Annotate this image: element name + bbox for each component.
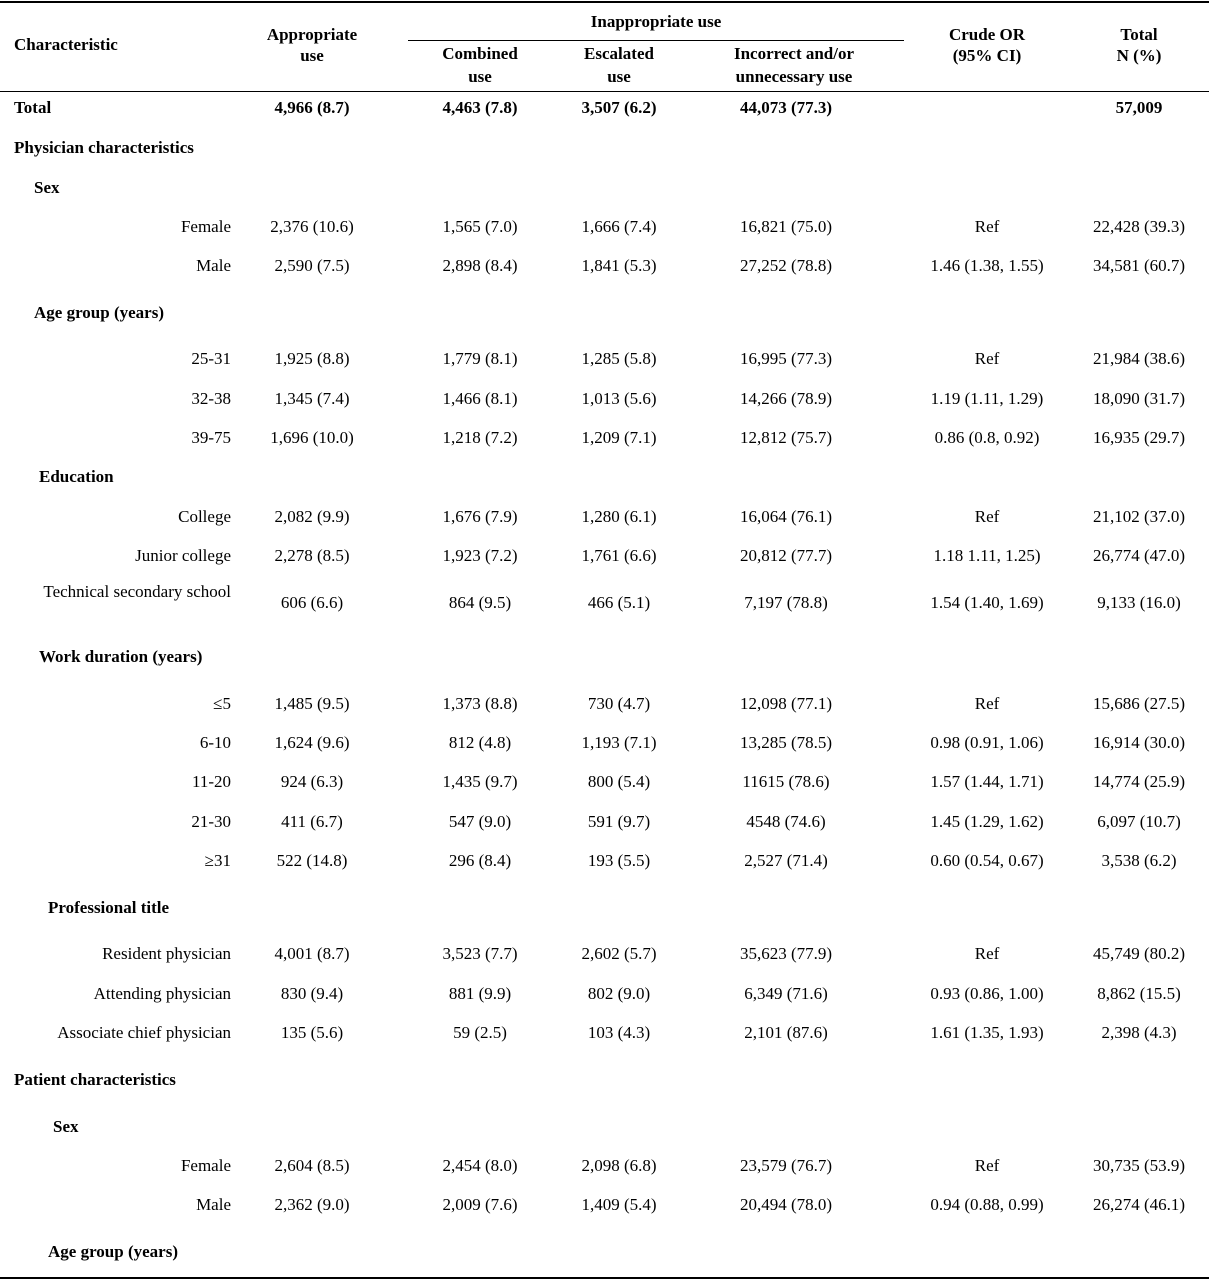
header-incorrect-line2: unnecessary use	[735, 67, 853, 86]
table-cell: 466 (5.1)	[587, 593, 651, 612]
table-cell: 1.46 (1.38, 1.55)	[930, 256, 1044, 275]
table-cell: 2,082 (9.9)	[274, 507, 350, 526]
table-cell: 4,001 (8.7)	[274, 944, 350, 963]
table-cell: 22,428 (39.3)	[1092, 217, 1186, 236]
group-heading: Education	[39, 467, 114, 486]
table-cell: 1,218 (7.2)	[442, 428, 518, 447]
table-cell: 135 (5.6)	[280, 1023, 344, 1042]
table-cell: 193 (5.5)	[587, 851, 651, 870]
inappropriate-group-rule	[408, 40, 904, 41]
table-cell: 1,485 (9.5)	[274, 694, 350, 713]
table-cell: 26,274 (46.1)	[1092, 1195, 1186, 1214]
table-cell: 2,098 (6.8)	[581, 1156, 657, 1175]
table-cell: Ref	[974, 349, 1000, 368]
table-cell: 800 (5.4)	[587, 772, 651, 791]
table-cell: 57,009	[1115, 98, 1163, 117]
table-cell: 1.57 (1.44, 1.71)	[930, 772, 1044, 791]
row-label: Female	[180, 217, 231, 236]
table-cell: 1.45 (1.29, 1.62)	[930, 812, 1044, 831]
table-cell: 3,538 (6.2)	[1101, 851, 1177, 870]
row-label: Male	[196, 256, 231, 275]
table-cell: 1,696 (10.0)	[270, 428, 354, 447]
row-label: 21-30	[191, 812, 231, 831]
table-cell: 1,779 (8.1)	[442, 349, 518, 368]
table-cell: 20,494 (78.0)	[739, 1195, 833, 1214]
group-heading: Professional title	[48, 898, 170, 917]
table-cell: 2,602 (5.7)	[581, 944, 657, 963]
table-cell: 2,101 (87.6)	[744, 1023, 828, 1042]
table-cell: 14,774 (25.9)	[1092, 772, 1186, 791]
group-heading: Age group (years)	[34, 303, 164, 322]
table-cell: 11615 (78.6)	[742, 772, 830, 791]
table-cell: 13,285 (78.5)	[739, 733, 833, 752]
table-cell: 1.19 (1.11, 1.29)	[930, 389, 1044, 408]
header-inappropriate: Inappropriate use	[590, 12, 722, 31]
table-cell: 27,252 (78.8)	[739, 256, 833, 275]
table-cell: 411 (6.7)	[281, 812, 343, 831]
row-label: Resident physician	[102, 944, 231, 963]
table-cell: 0.94 (0.88, 0.99)	[930, 1195, 1044, 1214]
table-cell: 34,581 (60.7)	[1092, 256, 1186, 275]
table-cell: 1.18 1.11, 1.25)	[933, 546, 1041, 565]
table-cell: 2,590 (7.5)	[274, 256, 350, 275]
table-cell: 1,624 (9.6)	[274, 733, 350, 752]
row-label: Total	[14, 98, 52, 117]
table-cell: 1,435 (9.7)	[442, 772, 518, 791]
row-label: 32-38	[191, 389, 231, 408]
header-appropriate-line2: use	[300, 46, 324, 65]
table-cell: 1,285 (5.8)	[581, 349, 657, 368]
row-label: 11-20	[191, 772, 231, 791]
table-cell: 547 (9.0)	[448, 812, 512, 831]
table-cell: 21,984 (38.6)	[1092, 349, 1186, 368]
table-cell: 30,735 (53.9)	[1092, 1156, 1186, 1175]
table-cell: 26,774 (47.0)	[1092, 546, 1186, 565]
table-cell: 14,266 (78.9)	[739, 389, 833, 408]
table-cell: 35,623 (77.9)	[739, 944, 833, 963]
table-cell: 0.98 (0.91, 1.06)	[930, 733, 1044, 752]
row-label: Female	[180, 1156, 231, 1175]
table-cell: 522 (14.8)	[276, 851, 348, 870]
table-cell: 8,862 (15.5)	[1097, 984, 1181, 1003]
row-label: 25-31	[191, 349, 231, 368]
table-cell: 2,278 (8.5)	[274, 546, 350, 565]
table-cell: Ref	[974, 694, 1000, 713]
table-cell: 0.86 (0.8, 0.92)	[934, 428, 1040, 447]
table-cell: 2,376 (10.6)	[270, 217, 354, 236]
table-cell: Ref	[974, 1156, 1000, 1175]
group-heading: Work duration (years)	[39, 647, 203, 666]
table-cell: 1,841 (5.3)	[581, 256, 657, 275]
table-cell: 1,565 (7.0)	[442, 217, 518, 236]
row-label: Associate chief physician	[57, 1023, 231, 1042]
table-cell: 21,102 (37.0)	[1092, 507, 1186, 526]
row-label: ≤5	[213, 694, 231, 713]
row-label: College	[178, 507, 231, 526]
table-cell: 296 (8.4)	[448, 851, 512, 870]
group-heading: Sex	[53, 1117, 79, 1136]
header-combined-line1: Combined	[442, 44, 518, 63]
header-crude-or-line1: Crude OR	[948, 25, 1026, 44]
header-total-line1: Total	[1120, 25, 1158, 44]
table-cell: 2,454 (8.0)	[442, 1156, 518, 1175]
table-cell: 20,812 (77.7)	[739, 546, 833, 565]
table-cell: 1,676 (7.9)	[442, 507, 518, 526]
table-cell: 830 (9.4)	[280, 984, 344, 1003]
table-cell: 864 (9.5)	[448, 593, 512, 612]
table-cell: 7,197 (78.8)	[744, 593, 828, 612]
header-escalated-line2: use	[607, 67, 631, 86]
table-cell: 59 (2.5)	[453, 1023, 507, 1042]
table-cell: 16,914 (30.0)	[1092, 733, 1186, 752]
table-cell: 591 (9.7)	[587, 812, 651, 831]
table-cell: 1,345 (7.4)	[274, 389, 350, 408]
table-cell: 45,749 (80.2)	[1092, 944, 1186, 963]
table-cell: 9,133 (16.0)	[1097, 593, 1181, 612]
header-escalated-line1: Escalated	[584, 44, 654, 63]
table-cell: 802 (9.0)	[587, 984, 651, 1003]
group-heading: Age group (years)	[48, 1242, 178, 1261]
table-cell: 6,097 (10.7)	[1097, 812, 1181, 831]
section-heading: Physician characteristics	[14, 138, 194, 157]
table-cell: Ref	[974, 944, 1000, 963]
table-cell: 1,466 (8.1)	[442, 389, 518, 408]
header-incorrect-line1: Incorrect and/or	[733, 44, 855, 63]
table-cell: 2,527 (71.4)	[744, 851, 828, 870]
table-cell: 16,995 (77.3)	[739, 349, 833, 368]
table-cell: 881 (9.9)	[448, 984, 512, 1003]
table-cell: 1,409 (5.4)	[581, 1195, 657, 1214]
table-cell: 1.61 (1.35, 1.93)	[930, 1023, 1044, 1042]
row-label: Male	[196, 1195, 231, 1214]
table-cell: 12,098 (77.1)	[739, 694, 833, 713]
row-label: Technical secondary school	[43, 582, 231, 601]
table-cell: 1,209 (7.1)	[581, 428, 657, 447]
table-cell: 730 (4.7)	[587, 694, 651, 713]
header-combined-line2: use	[468, 67, 492, 86]
table-cell: 4548 (74.6)	[746, 812, 826, 831]
table-cell: 2,009 (7.6)	[442, 1195, 518, 1214]
header-appropriate-line1: Appropriate	[266, 25, 358, 44]
table-cell: Ref	[974, 217, 1000, 236]
table-cell: 18,090 (31.7)	[1092, 389, 1186, 408]
table-cell: 606 (6.6)	[280, 593, 344, 612]
row-label: 39-75	[191, 428, 231, 447]
table-cell: 924 (6.3)	[280, 772, 344, 791]
table-cell: 1,193 (7.1)	[581, 733, 657, 752]
table-cell: 4,966 (8.7)	[274, 98, 350, 117]
table-cell: 812 (4.8)	[448, 733, 512, 752]
header-crude-or-line2: (95% CI)	[952, 46, 1022, 65]
table-cell: 1.54 (1.40, 1.69)	[930, 593, 1044, 612]
row-label: Attending physician	[93, 984, 231, 1003]
table-cell: 23,579 (76.7)	[739, 1156, 833, 1175]
bottom-rule	[0, 1277, 1209, 1279]
row-label: ≥31	[204, 851, 231, 870]
table-cell: 3,523 (7.7)	[442, 944, 518, 963]
table-cell: 1,280 (6.1)	[581, 507, 657, 526]
table-cell: 2,898 (8.4)	[442, 256, 518, 275]
table-cell: 1,761 (6.6)	[581, 546, 657, 565]
header-characteristic: Characteristic	[14, 35, 118, 54]
table-cell: 0.93 (0.86, 1.00)	[930, 984, 1044, 1003]
table-cell: Ref	[974, 507, 1000, 526]
row-label: 6-10	[199, 733, 231, 752]
row-label: Junior college	[135, 546, 231, 565]
table-cell: 1,666 (7.4)	[581, 217, 657, 236]
table-cell: 0.60 (0.54, 0.67)	[930, 851, 1044, 870]
table-cell: 1,923 (7.2)	[442, 546, 518, 565]
table-cell: 16,935 (29.7)	[1092, 428, 1186, 447]
table-cell: 103 (4.3)	[587, 1023, 651, 1042]
table-cell: 1,013 (5.6)	[581, 389, 657, 408]
table-cell: 2,398 (4.3)	[1101, 1023, 1177, 1042]
table-cell: 1,925 (8.8)	[274, 349, 350, 368]
table-cell: 44,073 (77.3)	[739, 98, 833, 117]
table-cell: 4,463 (7.8)	[442, 98, 518, 117]
header-rule	[0, 91, 1209, 92]
group-heading: Sex	[34, 178, 60, 197]
top-rule	[0, 1, 1209, 3]
section-heading: Patient characteristics	[14, 1070, 176, 1089]
table-cell: 16,821 (75.0)	[739, 217, 833, 236]
table-cell: 12,812 (75.7)	[739, 428, 833, 447]
table-cell: 2,362 (9.0)	[274, 1195, 350, 1214]
header-total-line2: N (%)	[1116, 46, 1162, 65]
table-cell: 3,507 (6.2)	[581, 98, 657, 117]
table-cell: 2,604 (8.5)	[274, 1156, 350, 1175]
table-cell: 6,349 (71.6)	[744, 984, 828, 1003]
table-cell: 1,373 (8.8)	[442, 694, 518, 713]
table-cell: 15,686 (27.5)	[1092, 694, 1186, 713]
table-cell: 16,064 (76.1)	[739, 507, 833, 526]
